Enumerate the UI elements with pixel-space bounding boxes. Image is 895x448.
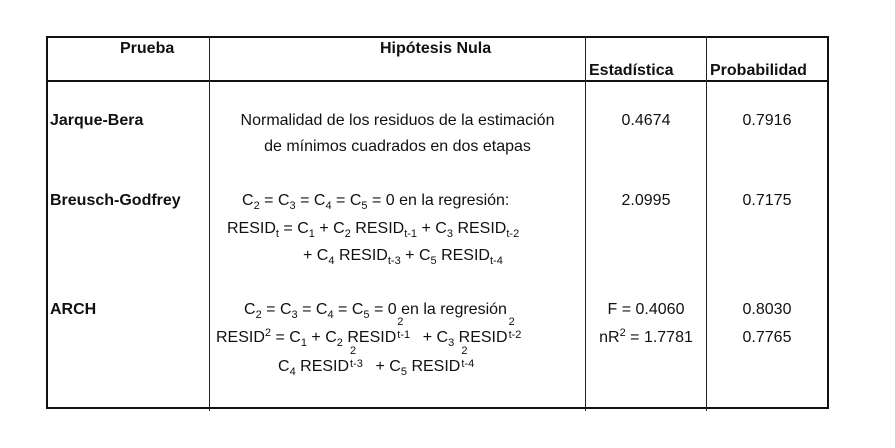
row-jarque-bera-probability: 0.7916	[742, 112, 792, 129]
row-breusch-godfrey-hypothesis-line3: + $C_4$ $RESID_{t-3} + C_5$ $RESID_{t-4}$	[303, 247, 503, 267]
row-arch-statistic-f: F = 0.4060	[607, 301, 685, 318]
header-estadistica: Estadística	[589, 62, 674, 79]
header-probabilidad: Probabilidad	[710, 62, 807, 79]
column-divider-1	[209, 36, 210, 411]
row-arch-probability-2: 0.7765	[742, 329, 792, 346]
row-jarque-bera-hypothesis-line2: de mínimos cuadrados en dos etapas	[264, 138, 531, 155]
row-arch-hypothesis-line2: RESID$^2$ = $C_1 + C_2$ RESID 2 t-1 + $C_3$ RESID 2 t-2	[216, 316, 522, 349]
row-breusch-godfrey-probability: 0.7175	[742, 192, 792, 209]
row-arch-probability-1: 0.8030	[742, 301, 792, 318]
row-breusch-godfrey-hypothesis-line1: $C_2 = C_3 = C_4 = C_5 = 0$ en la regresión:	[242, 192, 510, 212]
header-hipotesis-nula: Hipótesis Nula	[380, 40, 492, 57]
row-jarque-bera-statistic: 0.4674	[621, 112, 671, 129]
row-arch-name: ARCH	[50, 301, 97, 318]
header-prueba: Prueba	[120, 40, 175, 57]
row-jarque-bera-name: Jarque-Bera	[50, 112, 144, 129]
row-arch-statistic-nr2: $nR^2 = 1.7781$	[599, 327, 693, 346]
row-arch-hypothesis-line1: $C_2 = C_3 = C_4 = C_5 = 0$ en la regresión	[244, 301, 507, 321]
row-breusch-godfrey-statistic: 2.0995	[621, 192, 671, 209]
row-breusch-godfrey-name: Breusch-Godfrey	[50, 192, 181, 209]
row-breusch-godfrey-hypothesis-line2: $RESID_t = C_1 + C_2$ $RESID_{t-1} + C_3$ $RESID_{t-2}$	[227, 220, 520, 240]
row-arch-hypothesis-line3: $C_4$ RESID 2 t-3 + $C_5$ RESID 2 t-4	[278, 345, 475, 378]
row-jarque-bera-hypothesis-line1: Normalidad de los residuos de la estimación	[240, 112, 555, 129]
column-divider-2	[585, 36, 586, 411]
column-divider-3	[706, 36, 707, 411]
